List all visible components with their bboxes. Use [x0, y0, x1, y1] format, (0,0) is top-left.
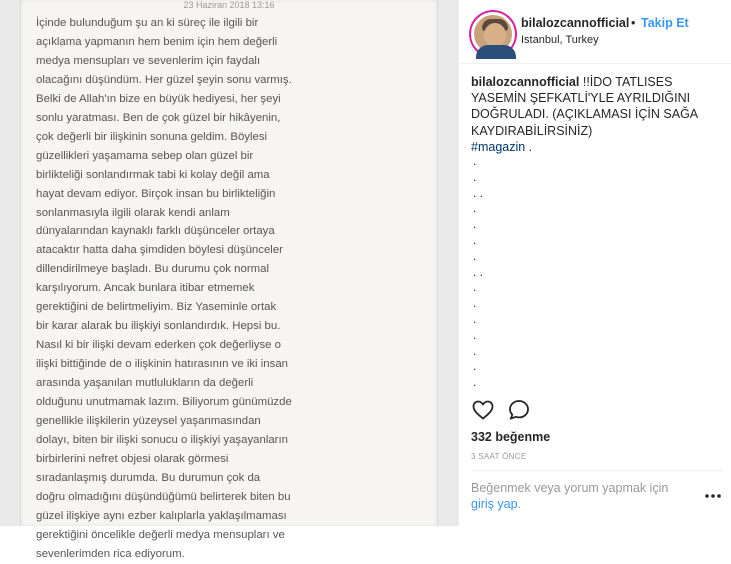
login-link[interactable]: giriş yap	[471, 497, 518, 511]
hashtag-suffix: .	[525, 139, 533, 154]
note-text	[36, 14, 348, 564]
divider	[471, 470, 723, 471]
caption-dot-line: .	[473, 232, 477, 247]
note-line: dolayı, biten bir ilişki sonucu o ilişkiyi yaşayanların	[36, 433, 288, 446]
hashtag-link[interactable]: #magazin	[471, 139, 526, 154]
header-separator: •	[631, 16, 636, 30]
note-line: sıradanlaşmış durumda. Bu durumun çok da	[36, 471, 261, 484]
caption-dot-line: .	[473, 154, 477, 168]
more-options-icon[interactable]	[703, 486, 723, 506]
caption-username-link[interactable]: bilalozcannofficial	[471, 75, 580, 89]
caption-dot-line: .	[473, 343, 477, 358]
note-line: birbirlerini nefret objesi olarak görmesi	[36, 452, 229, 465]
note-line: açıklama yapmanın hem benim için hem değerli	[36, 35, 278, 48]
note-date: 23 Haziran 2018 13:16	[183, 0, 275, 10]
note-line: hayat devam ediyor. Birçok insan bu birlikteliğin	[36, 187, 276, 200]
note-line: bir karar alarak bu ilişkiyi sonlandırdık. Hepsi bu.	[36, 320, 281, 333]
note-line: dillendirilmeye başladı. Bu durumu çok normal	[36, 263, 269, 276]
caption-dot-line: .	[473, 248, 477, 263]
location-link[interactable]: Istanbul, Turkey	[521, 34, 599, 46]
note-line: İçinde bulunduğum şu an ki süreç ile ilgili bir	[36, 17, 259, 29]
login-prompt-text: Beğenmek veya yorum yapmak için	[471, 481, 669, 495]
caption-dot-line: .	[473, 311, 477, 326]
note-line: olduğunu unutmamak lazım. Biliyorum günümüzde	[36, 396, 292, 409]
note-line: sonlu yaratması. Ben de çok güzel bir hikâyenin,	[36, 111, 281, 124]
note-line: sonlanmasıyla ilgili olarak kendi anlam	[36, 206, 230, 219]
caption-dot-lines	[473, 154, 513, 391]
post-timestamp[interactable]: 3 SAAT ÖNCE	[471, 452, 527, 461]
follow-button[interactable]: Takip Et	[641, 16, 689, 30]
note-line: sevenlerimden rica ediyorum.	[36, 547, 185, 560]
note-line: gerektiğini öncelikle değerli medya mensupları ve	[36, 528, 285, 541]
avatar[interactable]	[471, 12, 515, 56]
caption-dot-line: .	[473, 280, 477, 295]
post-details-panel	[458, 0, 730, 526]
caption-dot-line: .	[473, 169, 477, 184]
speech-bubble-icon[interactable]	[507, 398, 531, 422]
caption-dot-line: .	[473, 327, 477, 342]
avatar-shirt	[476, 45, 516, 59]
note-line: birlikteliği sonlandırmak tabi ki kolay değil ama	[36, 168, 270, 181]
caption-dot-line: . .	[473, 185, 484, 200]
note-line: ilişki bittiğinde de o ilişkinin hatırasının ve iki insan	[36, 358, 288, 371]
note-line: doğru olmadığını düşündüğümü belirterek biten bu	[36, 490, 291, 503]
caption-dot-line: .	[473, 201, 477, 216]
avatar-face	[484, 23, 506, 47]
note-line: arasında yaşanılan mutlulukların da değerli	[36, 377, 254, 390]
login-prompt	[471, 480, 691, 512]
like-count[interactable]: 332 beğenme	[471, 430, 551, 444]
note-screenshot	[20, 0, 438, 560]
note-line: güzel ilişkiye aynı ezber kalıplarla yaklaşılmaması	[36, 509, 287, 522]
note-line: Nasıl ki bir ilişki devam ederken çok değerliyse o	[36, 339, 281, 352]
caption-text: !!İDO TATLISES YASEMİN ŞEFKATLİ'YLE AYRILDIĞINI DOĞRULADI. (AÇIKLAMASI İÇİN SAĞA KAYDIRABİLİRSİNİZ)	[471, 75, 698, 138]
note-line: genellikle ilişkilerin yüzeysel yaşanmasından	[36, 415, 261, 428]
caption-dot-line: . .	[473, 264, 484, 279]
post-header	[459, 0, 731, 64]
note-line: Belki de Allah'ın bize en büyük hediyesi, her şeyi	[36, 92, 281, 105]
post-caption	[471, 74, 723, 155]
note-line: gerektiğini de belirtmeliyim. Biz Yaseminle ortak	[36, 301, 277, 314]
note-line: güzellikleri yaşamama sebep olan güzel bir	[36, 149, 254, 162]
note-line: atacaktır hatta daha şimdiden böylesi düşünceler	[36, 244, 283, 257]
note-line: dünyalarından kaynaklı farklı düşünceler ortaya	[36, 225, 275, 238]
note-line: karşılıyorum. Ancak bunlara itibar etmemek	[36, 282, 255, 295]
heart-icon[interactable]	[471, 398, 495, 422]
caption-dot-line: .	[473, 217, 477, 232]
caption-dot-line: .	[473, 359, 477, 374]
note-line: olacağını düşündüm. Her güzel şeyin sonu varmış.	[36, 73, 292, 86]
login-suffix: .	[517, 497, 522, 511]
header-username-link[interactable]: bilalozcannofficial	[521, 16, 630, 30]
note-line: medya mensupları ve sevenlerim için faydalı	[36, 54, 261, 67]
caption-dot-line: .	[473, 375, 477, 390]
note-line: çok değerli bir ilişkinin sonuna geldim. Böylesi	[36, 130, 268, 143]
caption-dot-line: .	[473, 296, 477, 311]
